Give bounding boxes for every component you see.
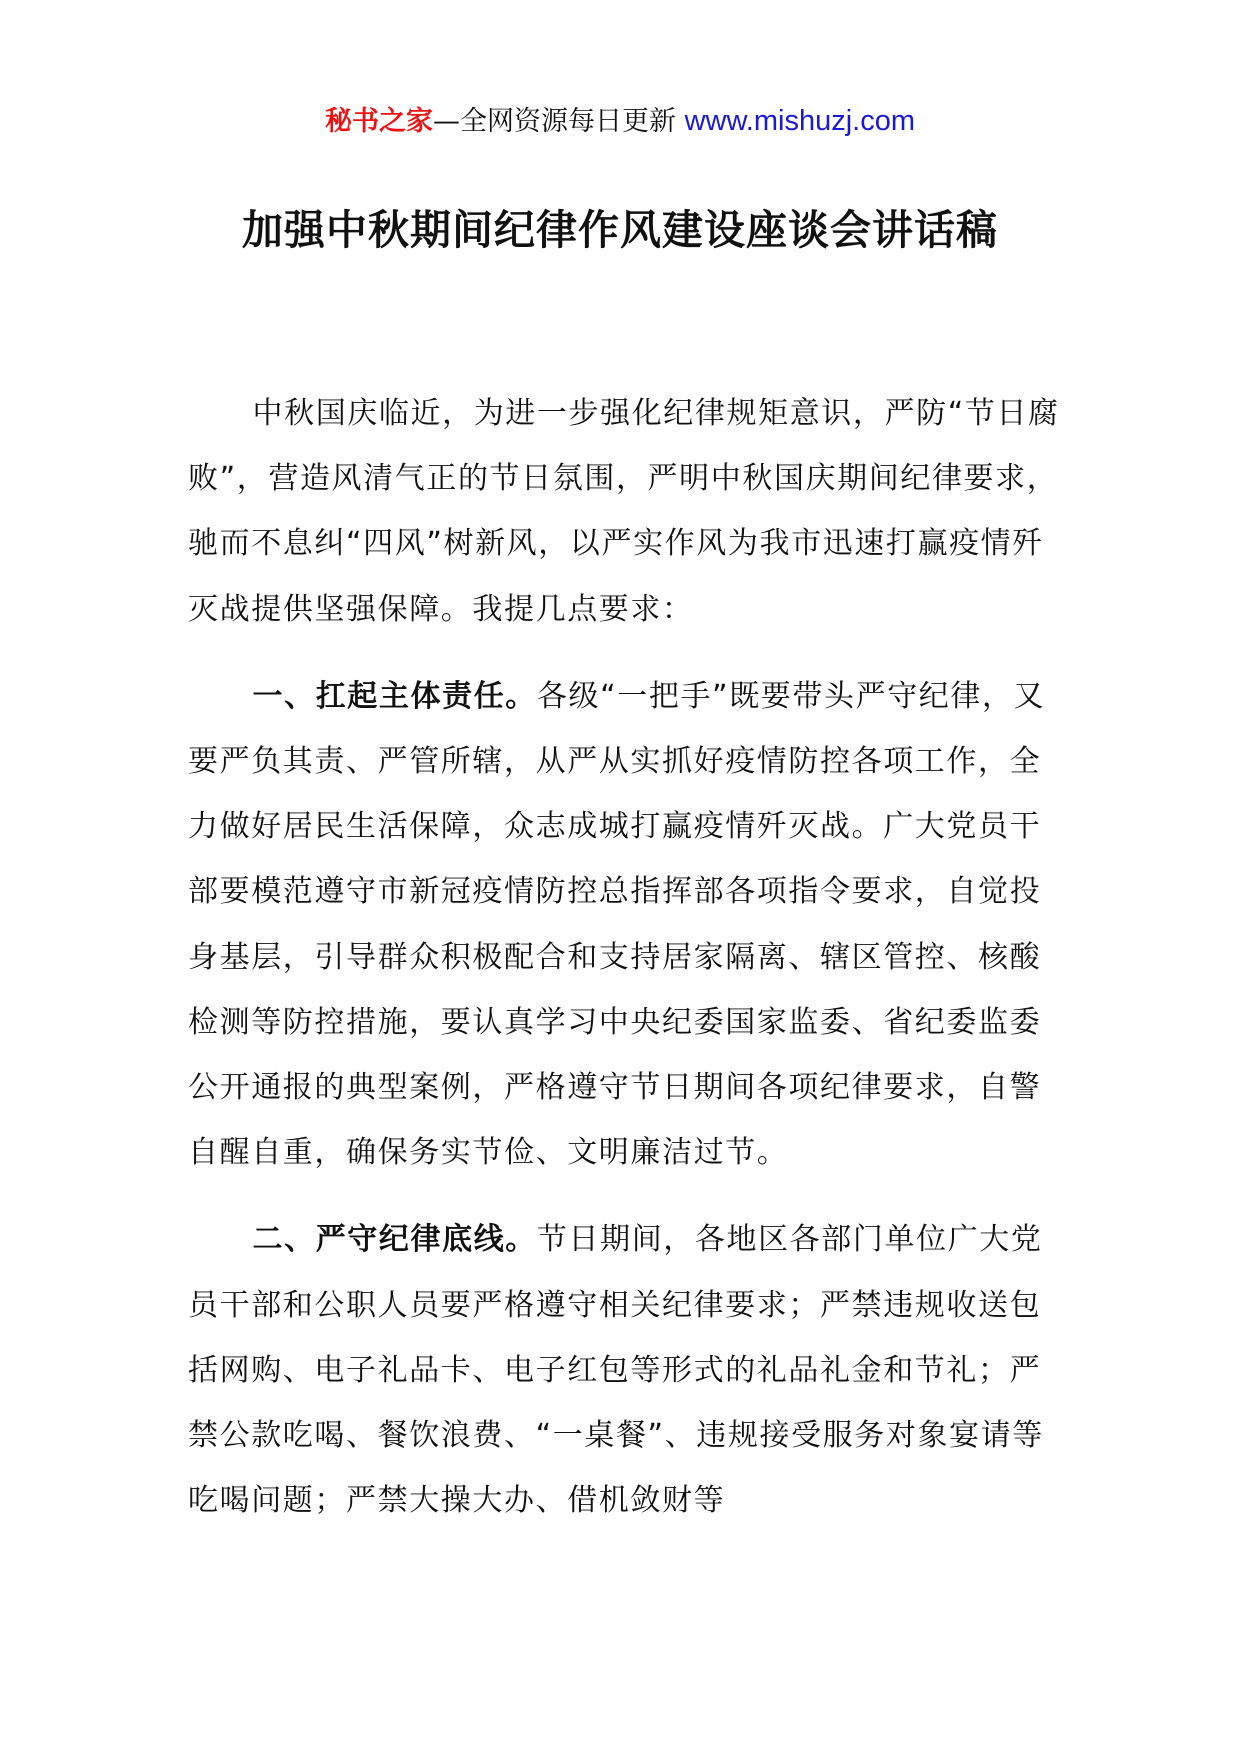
- section-paragraph-1: [188, 664, 1068, 1186]
- site-url-link[interactable]: www.mishuzj.com: [684, 105, 916, 137]
- site-header: [0, 101, 1240, 142]
- intro-paragraph: 中秋国庆临近，为进一步强化纪律规矩意识，严防“节日腐败”，营造风清气正的节日氛围，严明中秋国庆期间纪律要求，驰而不息纠“四风”树新风，以严实作风为我市迅速打赢疫情歼灭战提供坚强保障。我提几点要求：: [188, 396, 1060, 627]
- section-body-1: 各级“一把手”既要带头严守纪律，又要严负其责、严管所辖，从严从实抓好疫情防控各项工作，全力做好居民生活保障，众志成城打赢疫情歼灭战。广大党员干部要模范遵守市新冠疫情防控总指挥部各项指令要求，自觉投身基层，引导群众积极配合和支持居家隔离、辖区管控、核酸检测等防控措施，要认真学习中央纪委国家监委、省纪委监委公开通报的典型案例，严格遵守节日期间各项纪律要求，自警自醒自重，确保务实节俭、文明廉洁过节。: [188, 678, 1046, 1171]
- section-heading-1: 一、扛起主体责任。: [252, 678, 537, 714]
- site-tagline: —全网资源每日更新: [432, 106, 676, 137]
- section-heading-2: 二、严守纪律底线。: [252, 1222, 537, 1258]
- document-title: 加强中秋期间纪律作风建设座谈会讲话稿: [242, 206, 998, 254]
- site-brand: 秘书之家: [324, 106, 433, 137]
- section-body-2: 节日期间，各地区各部门单位广大党员干部和公职人员要严格遵守相关纪律要求；严禁违规收送包括网购、电子礼品卡、电子红包等形式的礼品礼金和节礼；严禁公款吃喝、餐饮浪费、“一桌餐”、违规接受服务对象宴请等吃喝问题；严禁大操大办、借机敛财等: [188, 1222, 1044, 1519]
- section-paragraph-2: [188, 1207, 1068, 1533]
- document-body: [188, 381, 1068, 1555]
